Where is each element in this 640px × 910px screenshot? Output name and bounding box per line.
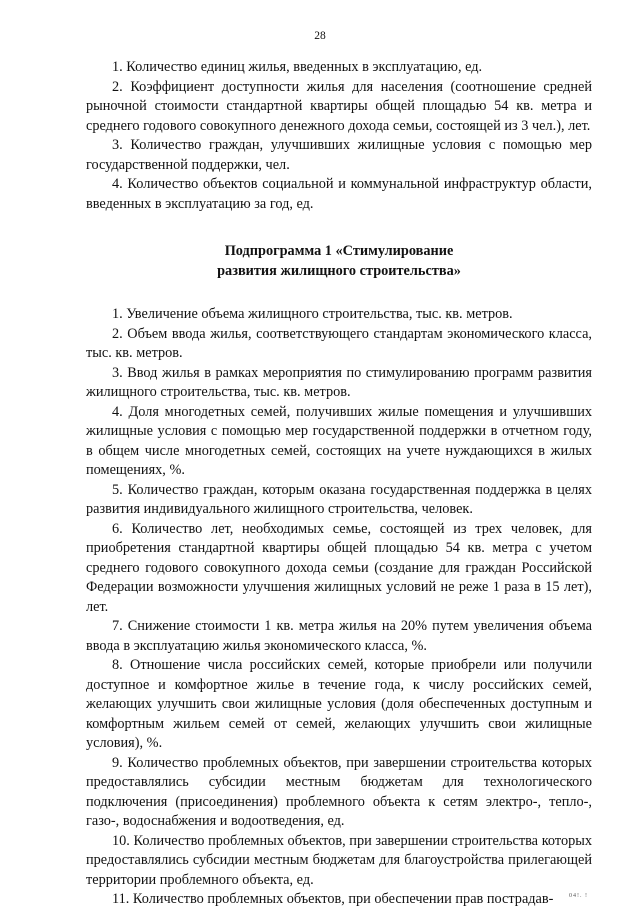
page-content xyxy=(86,58,592,910)
subprogram-heading-line-2: развития жилищного строительства» xyxy=(217,262,461,279)
page-number: 28 xyxy=(314,30,326,42)
list-item-11: 11. Количество проблемных объектов, при обеспечении прав пострадав- xyxy=(112,891,554,907)
subprogram-heading xyxy=(86,242,592,281)
subprogram-heading-line-1: Подпрограмма 1 «Стимулирование xyxy=(224,243,454,259)
list-item-8: 8. Отношение числа российских семей, которые приобрели или получили доступное и комфортное жилье в течение года, к числу российских семей, желающих улучшить свои жилищные условия (доля обеспеченных доступным и комфортным жильем семей от семей, желающих улучшить свои жилищные условия), %. xyxy=(86,657,592,751)
list-item-7: 7. Снижение стоимости 1 кв. метра жилья на 20% путем увеличения объема ввода в эксплуатацию жилья экономического класса, %. xyxy=(86,618,592,654)
list-item-9: 9. Количество проблемных объектов, при завершении строительства которых предоставлялись субсидии местным бюджетам для технологического подключения (присоединения) проблемного объекта к сетям электро-, тепло-, газо-, водоснабжения и водоотведения, ед. xyxy=(86,754,592,829)
list-item-4: 4. Доля многодетных семей, получивших жилые помещения и улучшивших жилищные условия с помощью мер государственной поддержки в отчетном году, в общем числе многодетных семей, состоящих на учете нуждающихся в жилых помещениях, %. xyxy=(86,403,592,478)
list-item-intro-3: 3. Количество граждан, улучшивших жилищные условия с помощью мер государственной поддержки, чел. xyxy=(86,137,592,173)
list-item-intro-1: 1. Количество единиц жилья, введенных в эксплуатацию, ед. xyxy=(112,59,483,75)
list-item-intro-2: 2. Коэффициент доступности жилья для населения (соотношение средней рыночной стоимости стандартной квартиры общей площадью 54 кв. метра и среднего годового совокупного денежного дохода семьи, состоящей из 3 чел.), лет. xyxy=(86,78,592,134)
list-item-intro-4: 4. Количество объектов социальной и коммунальной инфраструктур области, введенных в эксплуатацию за год, ед. xyxy=(86,176,592,212)
list-item-3: 3. Ввод жилья в рамках мероприятия по стимулированию программ развития жилищного строительства, тыс. кв. метров. xyxy=(86,364,592,400)
scan-footer-mark: 04!. ! xyxy=(569,893,588,899)
list-item-2: 2. Объем ввода жилья, соответствующего стандартам экономического класса, тыс. кв. метров. xyxy=(86,325,592,361)
list-item-10: 10. Количество проблемных объектов, при завершении строительства которых предоставлялись субсидии местным бюджетам для благоустройства прилегающей территории проблемного объекта, ед. xyxy=(86,832,592,888)
list-item-5: 5. Количество граждан, которым оказана государственная поддержка в целях развития индивидуального жилищного строительства, человек. xyxy=(86,481,592,517)
list-item-6: 6. Количество лет, необходимых семье, состоящей из трех человек, для приобретения стандартной квартиры общей площадью 54 кв. метра с учетом среднего годового совокупного дохода семьи (создание для граждан Российской Федерации возможности улучшения жилищных условий не реже 1 раза в 15 лет), лет. xyxy=(86,520,592,615)
list-item-1: 1. Увеличение объема жилищного строительства, тыс. кв. метров. xyxy=(112,306,513,322)
